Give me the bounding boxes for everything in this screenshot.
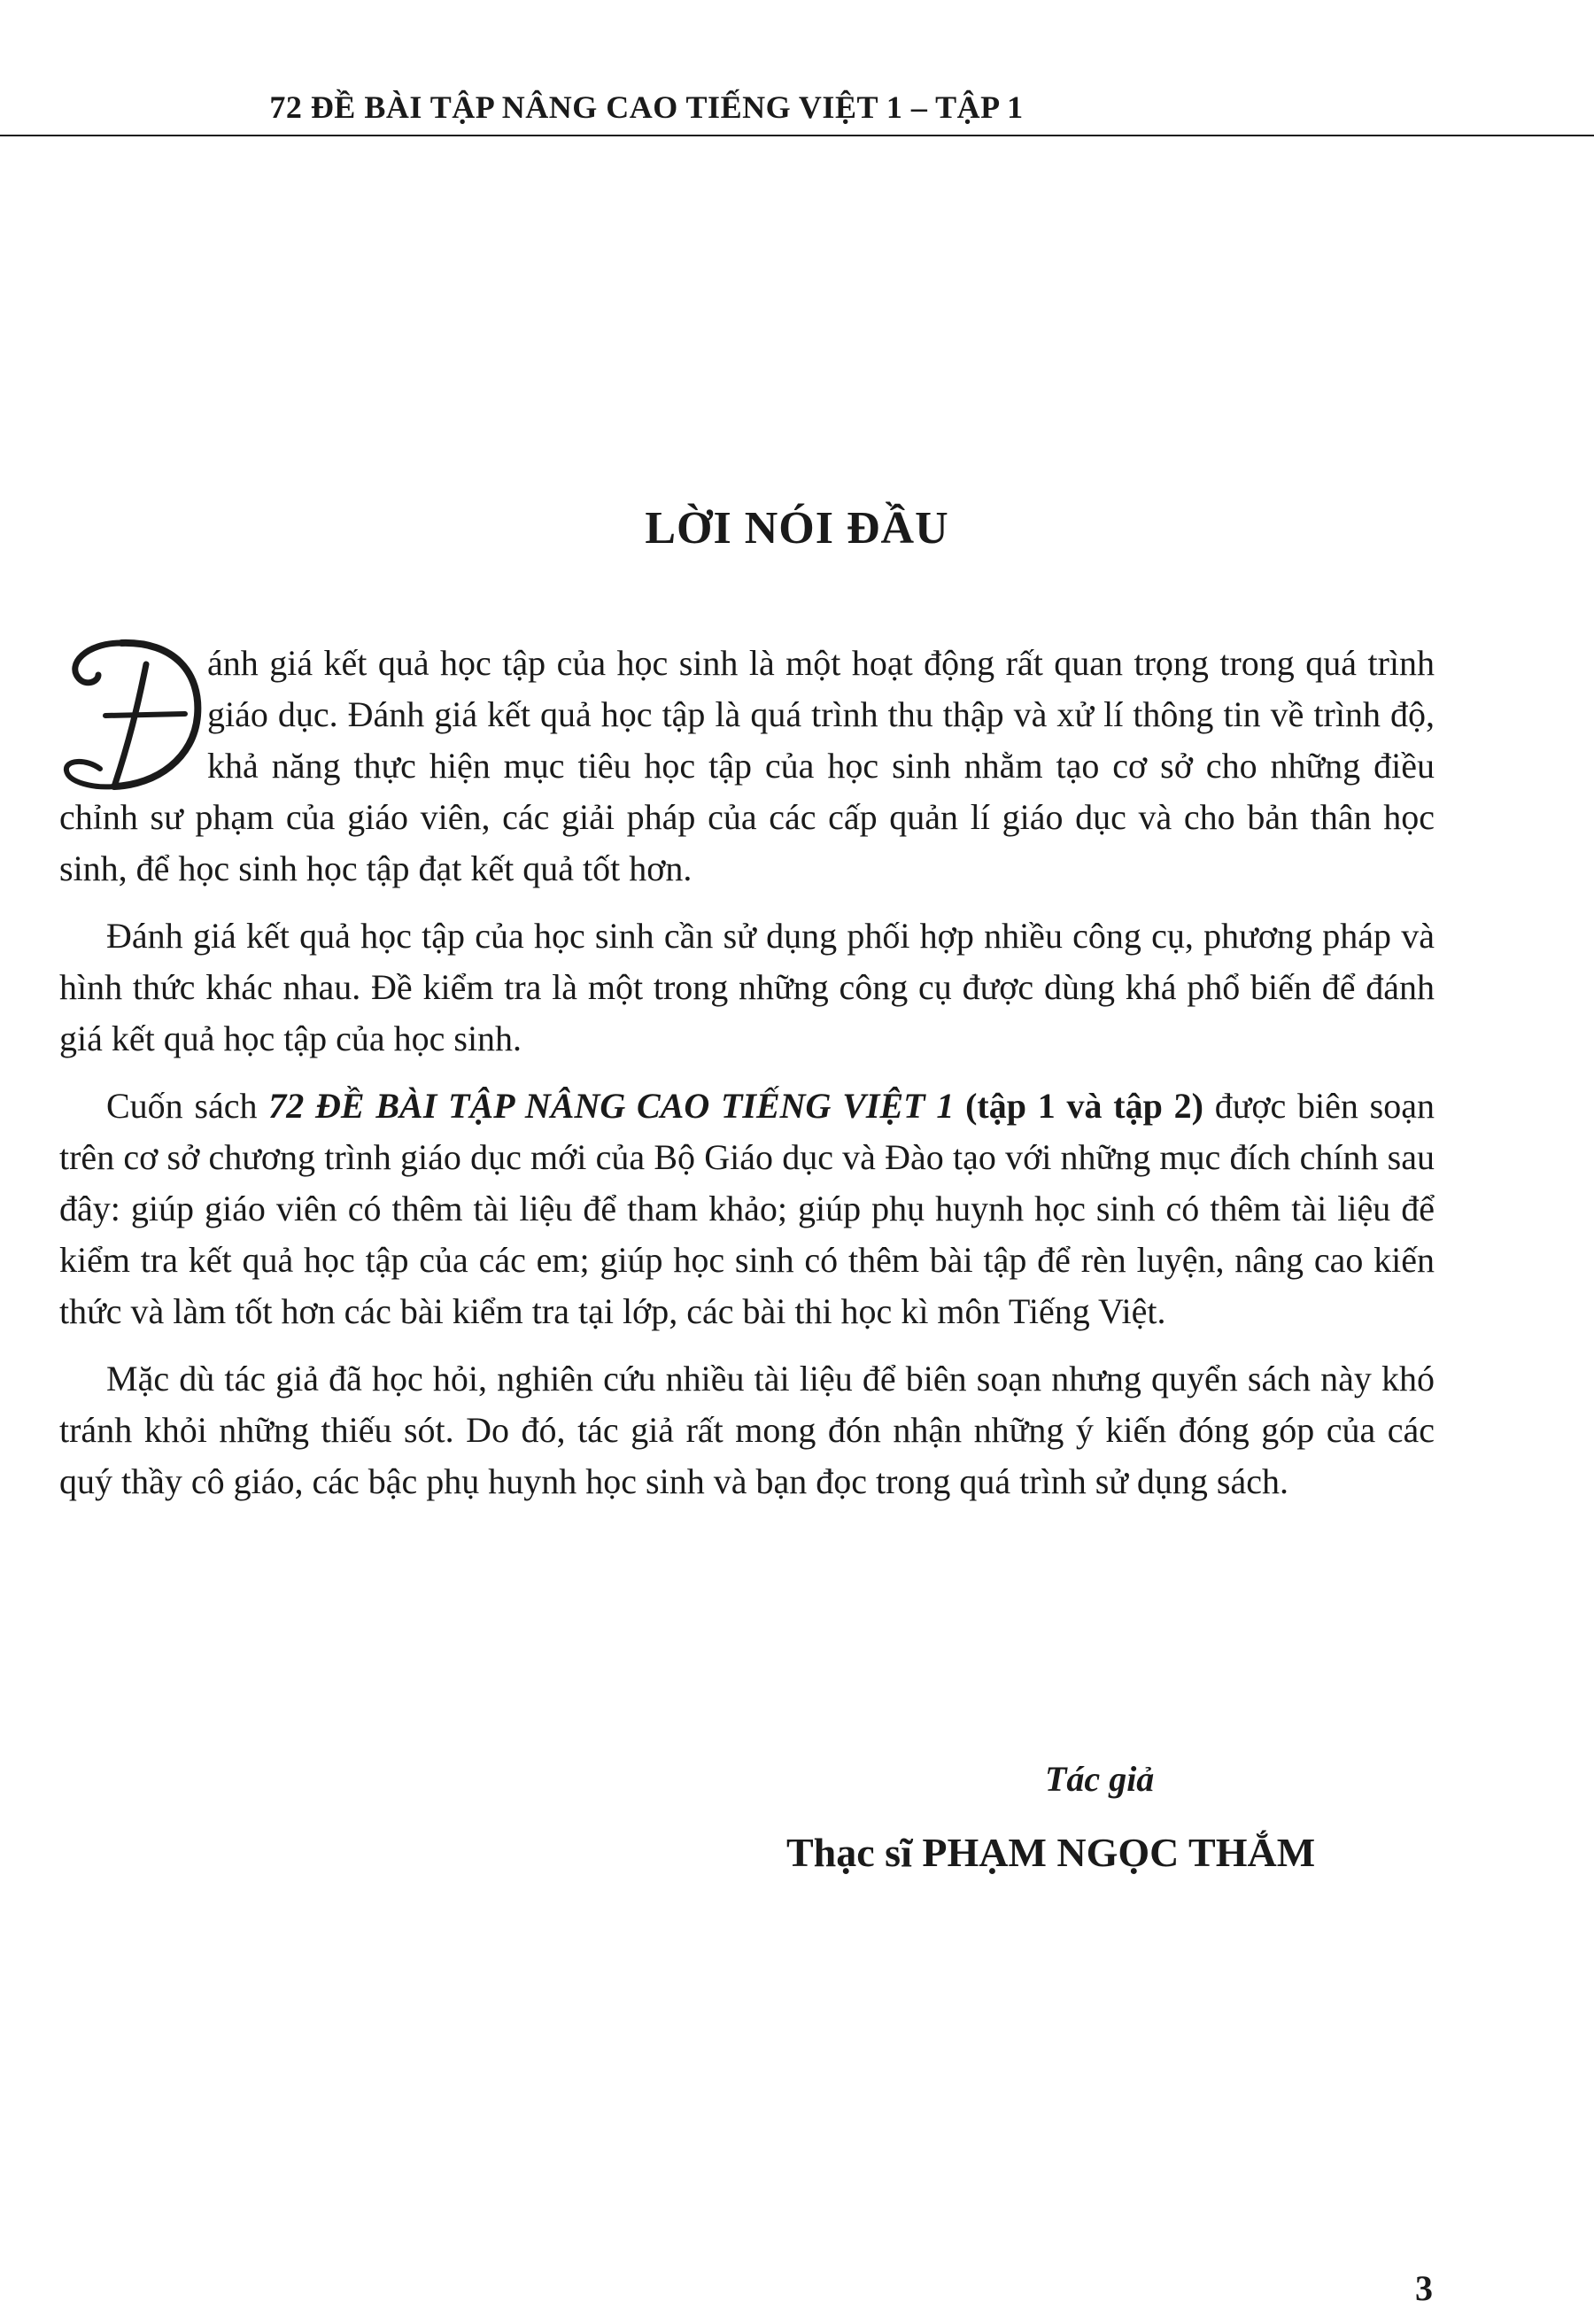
paragraph-2: Đánh giá kết quả học tập của học sinh cần sử dụng phối hợp nhiều công cụ, phương pháp và hình thức khác nhau. Đề kiểm tra là một trong những công cụ được dùng khá phổ biến để đánh giá kết quả học tập của học sinh. bbox=[59, 916, 1435, 1058]
page-title: LỜI NÓI ĐẦU bbox=[645, 503, 949, 554]
book-volumes: (tập 1 và tập 2) bbox=[954, 1086, 1203, 1126]
paragraph-1-text: ánh giá kết quả học tập của học sinh là một hoạt động rất quan trọng trong quá trình giáo dục. Đánh giá kết quả học tập là quá trình thu thập và xử lí thông tin về trình độ, khả năng thực hiện mục tiêu học tập của học sinh nhằm tạo cơ sở cho những điều chỉnh sư phạm của giáo viên, các giải pháp của các cấp quản lí giáo dục và cho bản thân học sinh, để học sinh học tập đạt kết quả tốt hơn. bbox=[59, 643, 1435, 888]
preface-body bbox=[59, 638, 1435, 1523]
drop-cap-d-ornament bbox=[59, 638, 205, 792]
author-role: Tác giả bbox=[1045, 1759, 1155, 1799]
paragraph-3 bbox=[59, 1081, 1435, 1337]
running-header: 72 ĐỀ BÀI TẬP NÂNG CAO TIẾNG VIỆT 1 – TẬP 1 bbox=[269, 89, 1024, 125]
book-title: 72 ĐỀ BÀI TẬP NÂNG CAO TIẾNG VIỆT 1 bbox=[268, 1086, 955, 1126]
header-rule bbox=[0, 135, 1594, 136]
page-number: 3 bbox=[1415, 2268, 1433, 2308]
paragraph-4: Mặc dù tác giả đã học hỏi, nghiên cứu nhiều tài liệu để biên soạn nhưng quyển sách này khó tránh khỏi những thiếu sót. Do đó, tác giả rất mong đón nhận những ý kiến đóng góp của các quý thầy cô giáo, các bậc phụ huynh học sinh và bạn đọc trong quá trình sử dụng sách. bbox=[59, 1359, 1435, 1501]
paragraph-1 bbox=[59, 638, 1435, 895]
author-name: Thạc sĩ PHẠM NGỌC THẮM bbox=[786, 1830, 1316, 1875]
paragraph-3-rest: được biên soạn trên cơ sở chương trình giáo dục mới của Bộ Giáo dục và Đào tạo với những mục đích chính sau đây: giúp giáo viên có thêm tài liệu để tham khảo; giúp phụ huynh học sinh có thêm tài liệu để kiểm tra kết quả học tập của các em; giúp học sinh có thêm bài tập để rèn luyện, nâng cao kiến thức và làm tốt hơn các bài kiểm tra tại lớp, các bài thi học kì môn Tiếng Việt. bbox=[59, 1086, 1435, 1331]
paragraph-3-intro: Cuốn sách bbox=[106, 1086, 269, 1126]
